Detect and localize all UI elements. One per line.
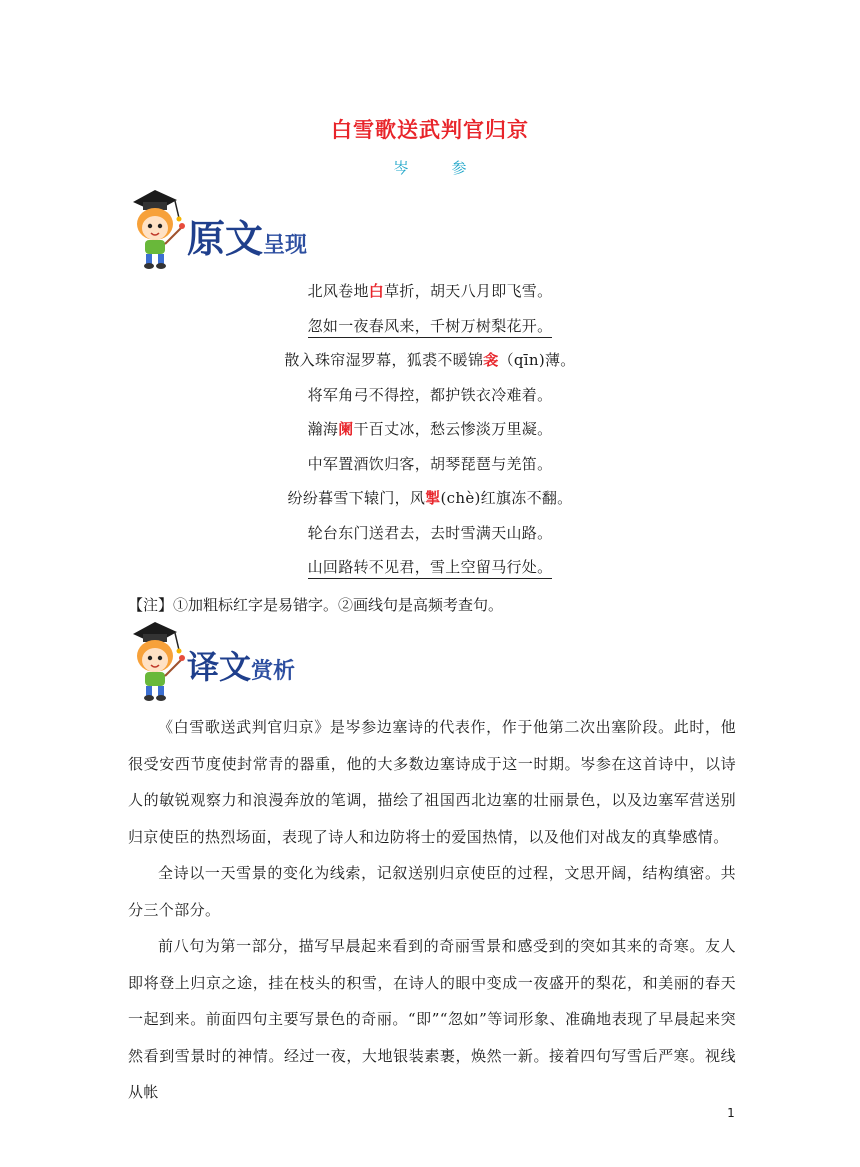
poem-line: 瀚海阑干百丈冰，愁云惨淡万里凝。 [307,420,553,438]
section-banner-analysis [125,620,345,702]
section-heading-main: 译文 [187,648,252,686]
analysis-paragraph: 《白雪歌送武判官归京》是岑参边塞诗的代表作，作于他第二次出塞阶段。此时，他很受安西节度使封常青的器重，他的大多数边塞诗成于这一时期。岑参在这首诗中，以诗人的敏锐观察力和浪漫奔放的笔调，描绘了祖国西北边塞的壮丽景色，以及边塞军营送别归京使臣的热烈场面，表现了诗人和边防将士的爱国热情，以及他们对战友的真挚感情。 [128,718,736,846]
section-heading [187,642,295,688]
analysis-paragraph: 全诗以一天雪景的变化为线索，记叙送别归京使臣的过程，文思开阔，结构缜密。共分三个部分。 [128,864,736,919]
poem-line: 中军置酒饮归客，胡琴琵琶与羌笛。 [307,454,553,473]
poem-line: 散入珠帘湿罗幕，狐裘不暖锦衾（qīn)薄。 [284,351,576,369]
cartoon-scholar-icon [125,188,195,270]
section-heading-sub: 赏析 [251,658,296,684]
section-heading [187,208,307,263]
poem-body [0,281,860,592]
document-title: 白雪歌送武判官归京 [331,118,529,142]
author-name: 岑 参 [393,159,481,177]
section-heading-main: 原文 [187,216,264,261]
annotation-note: 【注】①加粗标红字是易错字。②画线句是高频考查句。 [128,596,504,614]
poem-line-underlined: 忽如一夜春风来，千树万树梨花开。 [0,316,860,351]
poem-line-underlined: 山回路转不见君，雪上空留马行处。 [0,557,860,592]
poem-line: 轮台东门送君去，去时雪满天山路。 [307,523,553,542]
poem-line: 将军角弓不得控，都护铁衣冷难着。 [307,385,553,404]
poem-line: 北风卷地白草折，胡天八月即飞雪。 [307,282,553,300]
section-heading-sub: 呈现 [263,232,308,258]
poem-line: 纷纷暮雪下辕门，风掣(chè)红旗冻不翻。 [287,489,573,507]
page-number: 1 [727,1106,735,1120]
analysis-paragraph: 前八句为第一部分，描写早晨起来看到的奇丽雪景和感受到的突如其来的奇寒。友人即将登上归京之途，挂在枝头的积雪，在诗人的眼中变成一夜盛开的梨花，和美丽的春天一起到来。前面四句主要写景色的奇丽。“即”“忽如”等词形象、准确地表现了早晨起来突然看到雪景时的神情。经过一夜，大地银装素裹，焕然一新。接着四句写雪后严寒。视线从帐 [128,937,736,1101]
section-banner-original [125,188,345,270]
cartoon-scholar-icon [125,620,195,702]
